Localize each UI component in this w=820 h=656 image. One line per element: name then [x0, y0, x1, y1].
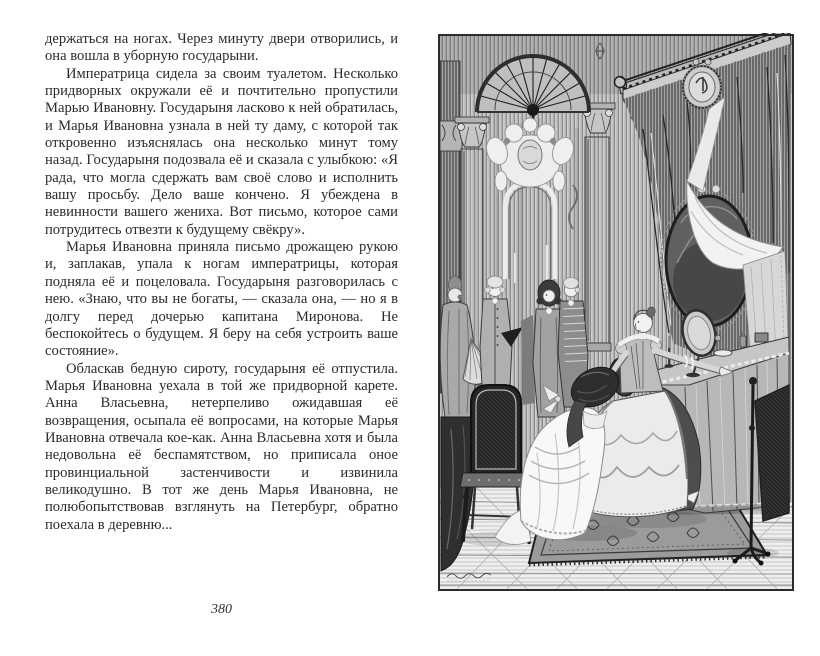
page-number: 380	[211, 602, 232, 617]
paragraph: Обласкав бедную сироту, государыня её отпустила. Марья Ивановна уехала в той же придворной карете. Анна Власьевна, нетерпеливо ожидавшая её возвращения, осыпала её вопросами, на которые Марья Ивановна отвечала кое-как. Анна Власьевна хотя и была недовольна её беспамятством, но приписала оное провинциальной застенчивости и извинила великодушно. В тот же день Марья Ивановна, не полюбопытствовав взглянуть на Петербург, обратно поехала в деревню...	[45, 360, 398, 533]
paragraph: Императрица сидела за своим туалетом. Несколько придворных окружали её и почтительно пропустили Марью Ивановну. Государыня ласково к ней обратилась, и Марья Ивановна узнала в ней ту даму, с которой так откровенно изъяснялась она несколько минут тому назад. Государыня подозвала её и сказала с улыбкою: «Я рада, что могла сдержать вам своё слово и исполнить вашу просьбу. Дело ваше кончено. Я убеждена в невинности вашего жениха. Вот письмо, которое сами потрудитесь отвезти к будущему свёкру».	[45, 65, 398, 238]
engraving-illustration	[437, 33, 795, 592]
paragraph: Марья Ивановна приняла письмо дрожащею рукою и, заплакав, упала к ногам императрицы, которая подняла её и поцеловала. Государыня разговорилась с нею. «Знаю, что вы не богаты, — сказала она, — но я в долгу перед дочерью капитана Миронова. Не беспокойтесь о будущем. Я беру на себя устроить ваше состояние».	[45, 239, 398, 360]
paragraph: держаться на ногах. Через минуту двери отворились, и она вошла в уборную государыни.	[45, 31, 398, 65]
left-page-text	[45, 31, 398, 534]
